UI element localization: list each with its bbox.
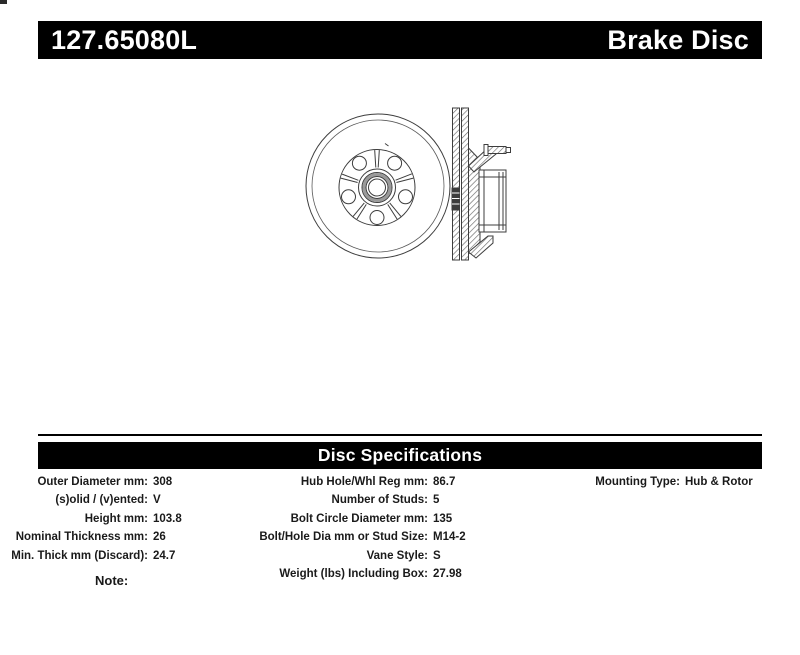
- scan-artifact: [0, 0, 7, 4]
- spec-row: [228, 491, 466, 509]
- spec-label: Height mm:: [84, 512, 148, 525]
- spec-column-middle: [228, 473, 466, 583]
- spec-row: [0, 473, 182, 491]
- spec-label: Weight (lbs) Including Box:: [279, 568, 428, 581]
- spec-value: 26: [153, 531, 166, 544]
- spec-label: Mounting Type:: [595, 476, 680, 488]
- spec-value: 135: [433, 512, 453, 525]
- spec-label: Bolt/Hole Dia mm or Stud Size:: [259, 531, 428, 544]
- spec-row: [228, 528, 466, 546]
- spec-value: S: [433, 549, 441, 562]
- brake-disc-hub-cross-section: [452, 108, 511, 260]
- spec-label: Bolt Circle Diameter mm:: [290, 512, 428, 525]
- spec-row: [0, 528, 182, 546]
- separator-line: [38, 434, 762, 436]
- header-bar: [38, 21, 762, 59]
- brake-disc-technical-drawing: [280, 100, 520, 275]
- spec-value: 86.7: [433, 476, 456, 488]
- spec-label: Min. Thick mm (Discard):: [11, 549, 148, 562]
- note-label: Note:: [95, 573, 129, 588]
- spec-value: 5: [433, 494, 440, 507]
- spec-column-left: [0, 473, 182, 565]
- brake-disc-front-view: [306, 114, 450, 258]
- spec-label: Vane Style:: [366, 549, 428, 562]
- spec-label: (s)olid / (v)ented:: [55, 494, 148, 507]
- spec-label: Outer Diameter mm:: [37, 476, 148, 488]
- part-number: 127.65080L: [51, 24, 198, 55]
- spec-title-bar: [38, 442, 762, 469]
- spec-title: Disc Specifications: [317, 445, 483, 465]
- spec-row: [0, 491, 182, 509]
- spec-row: [228, 565, 466, 583]
- spec-value: V: [153, 494, 161, 507]
- spec-row: [0, 510, 182, 528]
- spec-value: Hub & Rotor: [685, 476, 753, 488]
- spec-label: Hub Hole/Whl Reg mm:: [300, 476, 428, 488]
- spec-row: [228, 510, 466, 528]
- spec-label: Nominal Thickness mm:: [15, 531, 148, 544]
- spec-label: Number of Studs:: [331, 494, 428, 507]
- spec-value: 308: [153, 476, 173, 488]
- spec-value: 103.8: [153, 512, 182, 525]
- product-name: Brake Disc: [607, 24, 749, 55]
- spec-row: [228, 473, 466, 491]
- spec-value: 27.98: [433, 568, 462, 581]
- spec-row: [0, 547, 182, 565]
- spec-value: 24.7: [153, 549, 176, 562]
- spec-row: [228, 547, 466, 565]
- spec-value: M14-2: [433, 531, 466, 544]
- spec-row: [480, 473, 753, 491]
- spec-column-right: [480, 473, 753, 491]
